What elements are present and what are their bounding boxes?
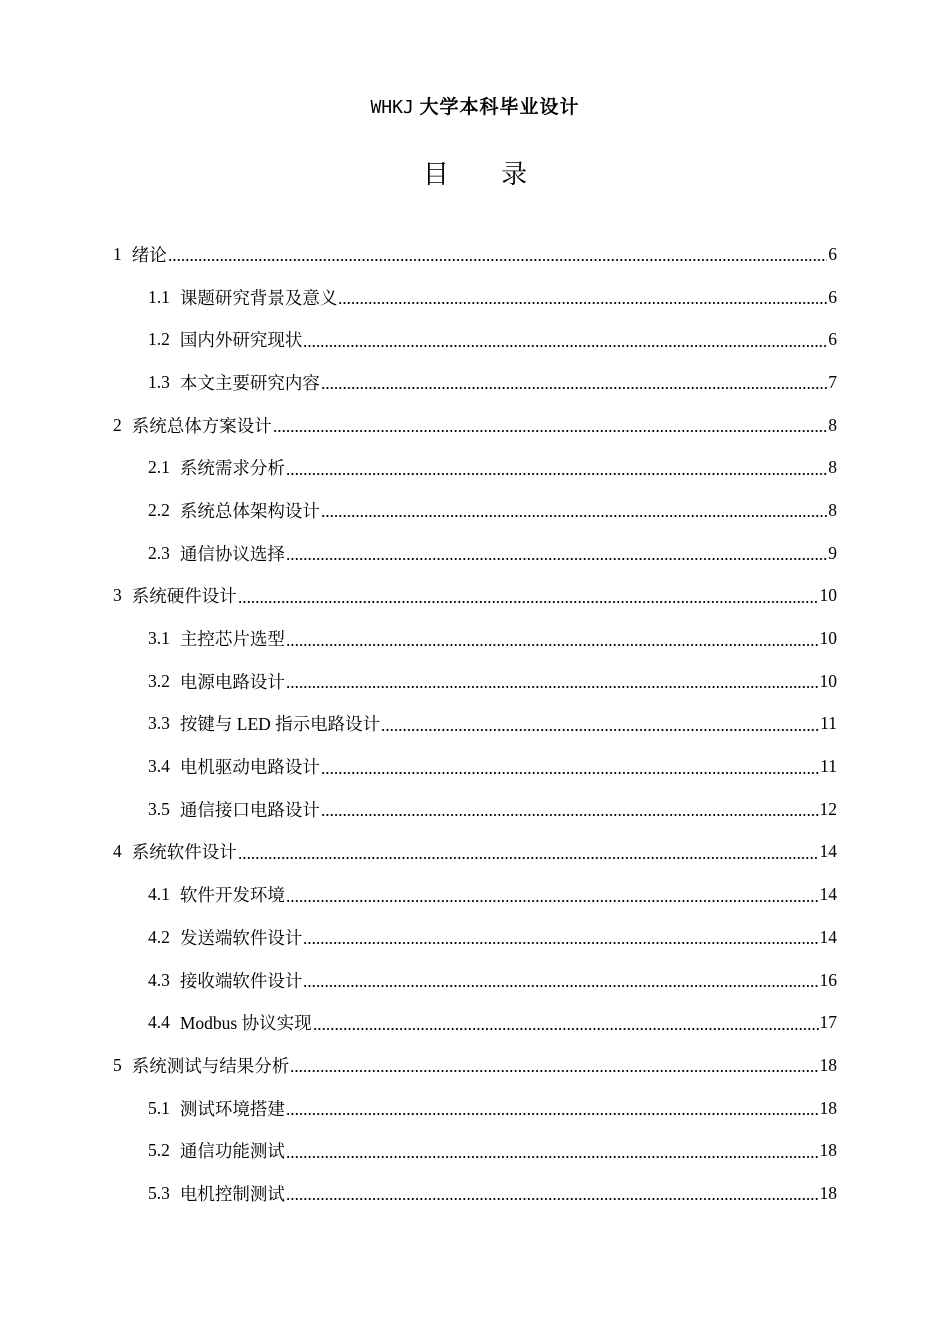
toc-entry-number: 3.1 [148, 628, 170, 649]
toc-section-entry[interactable] [0, 788, 837, 831]
toc-entry-number: 2.2 [148, 499, 170, 520]
toc-entry-number: 4.1 [148, 884, 170, 905]
toc-entry-number: 4 [113, 841, 122, 862]
toc-entry-number: 5.3 [148, 1182, 170, 1203]
toc-section-entry[interactable] [0, 532, 837, 575]
toc-entry-page-number: 18 [819, 1182, 837, 1203]
toc-section-entry[interactable] [0, 446, 837, 489]
toc-section-entry[interactable] [0, 959, 837, 1002]
toc-entry-title: 绪论 [131, 244, 167, 265]
toc-entry-title: 电机控制测试 [179, 1183, 285, 1204]
toc-entry-title: 国内外研究现状 [179, 330, 303, 351]
dot-leader [286, 1100, 819, 1116]
toc-entry-number: 2.1 [148, 457, 170, 478]
toc-entry-title: 发送端软件设计 [179, 927, 303, 948]
dot-leader [286, 460, 827, 476]
table-of-contents [0, 233, 950, 1215]
toc-entry-page-number: 18 [819, 1097, 837, 1118]
dot-leader [321, 801, 819, 817]
toc-entry-title: 系统总体架构设计 [179, 500, 320, 521]
toc-entry-page-number: 10 [819, 585, 837, 606]
toc-entry-page-number: 18 [819, 1054, 837, 1075]
toc-entry-title: 通信协议选择 [179, 543, 285, 564]
toc-section-entry[interactable] [0, 361, 837, 404]
toc-entry-title: Modbus 协议实现 [179, 1013, 312, 1034]
toc-section-entry[interactable] [0, 660, 837, 703]
toc-chapter-entry[interactable] [0, 233, 837, 276]
dot-leader [286, 673, 819, 689]
toc-entry-page-number: 9 [828, 542, 837, 563]
toc-chapter-entry[interactable] [0, 404, 837, 447]
toc-entry-title: 本文主要研究内容 [179, 372, 320, 393]
running-header [0, 94, 950, 121]
toc-entry-number: 1.1 [148, 286, 170, 307]
toc-chapter-entry[interactable] [0, 1044, 837, 1087]
toc-entry-number: 2.3 [148, 542, 170, 563]
toc-section-entry[interactable] [0, 318, 837, 361]
toc-entry-page-number: 6 [828, 243, 837, 264]
toc-entry-title: 系统测试与结果分析 [131, 1055, 290, 1076]
toc-entry-number: 1.2 [148, 329, 170, 350]
toc-entry-number: 2 [113, 414, 122, 435]
toc-entry-number: 4.4 [148, 1012, 170, 1033]
dot-leader [303, 972, 818, 988]
toc-entry-title: 电机驱动电路设计 [179, 757, 320, 778]
toc-section-entry[interactable] [0, 1172, 837, 1215]
toc-chapter-entry[interactable] [0, 831, 837, 874]
toc-entry-page-number: 14 [819, 884, 837, 905]
toc-entry-number: 3.2 [148, 670, 170, 691]
toc-entry-number: 5 [113, 1054, 122, 1075]
dot-leader [238, 844, 819, 860]
dot-leader [290, 1057, 818, 1073]
toc-entry-title: 软件开发环境 [179, 885, 285, 906]
toc-entry-number: 3.4 [148, 756, 170, 777]
toc-entry-page-number: 18 [819, 1140, 837, 1161]
toc-entry-page-number: 12 [819, 798, 837, 819]
toc-entry-page-number: 11 [820, 713, 837, 734]
toc-section-entry[interactable] [0, 916, 837, 959]
toc-entry-title: 通信功能测试 [179, 1141, 285, 1162]
toc-entry-page-number: 11 [820, 756, 837, 777]
toc-section-entry[interactable] [0, 276, 837, 319]
toc-entry-title: 电源电路设计 [179, 671, 285, 692]
school-code: WHKJ [370, 97, 414, 118]
dot-leader [238, 588, 819, 604]
toc-entry-page-number: 10 [819, 628, 837, 649]
toc-entry-number: 4.2 [148, 926, 170, 947]
toc-entry-title: 系统需求分析 [179, 458, 285, 479]
toc-entry-page-number: 8 [828, 414, 837, 435]
dot-leader [381, 716, 819, 732]
toc-entry-page-number: 6 [828, 286, 837, 307]
toc-entry-number: 1 [113, 243, 122, 264]
dot-leader [286, 1185, 819, 1201]
toc-section-entry[interactable] [0, 745, 837, 788]
dot-leader [286, 1143, 819, 1159]
toc-entry-page-number: 10 [819, 670, 837, 691]
dot-leader [286, 631, 819, 647]
toc-entry-number: 4.3 [148, 969, 170, 990]
school-title: 大学本科毕业设计 [419, 96, 580, 118]
dot-leader [321, 759, 819, 775]
dot-leader [321, 502, 827, 518]
toc-entry-page-number: 6 [828, 329, 837, 350]
toc-entry-number: 5.2 [148, 1140, 170, 1161]
toc-entry-number: 3.5 [148, 798, 170, 819]
dot-leader [313, 1015, 819, 1031]
toc-entry-title: 课题研究背景及意义 [179, 287, 338, 308]
dot-leader [286, 545, 827, 561]
toc-entry-page-number: 8 [828, 499, 837, 520]
toc-entry-title: 系统总体方案设计 [131, 415, 272, 436]
toc-section-entry[interactable] [0, 703, 837, 746]
dot-leader [303, 332, 827, 348]
toc-section-entry[interactable] [0, 489, 837, 532]
toc-entry-page-number: 8 [828, 457, 837, 478]
toc-section-entry[interactable] [0, 1001, 837, 1044]
toc-entry-title: 按键与 LED 指示电路设计 [179, 714, 381, 735]
toc-entry-page-number: 14 [819, 926, 837, 947]
toc-entry-page-number: 16 [819, 969, 837, 990]
toc-entry-page-number: 17 [819, 1012, 837, 1033]
toc-section-entry[interactable] [0, 1129, 837, 1172]
toc-entry-page-number: 7 [828, 371, 837, 392]
toc-entry-title: 测试环境搭建 [179, 1098, 285, 1119]
toc-entry-number: 3 [113, 585, 122, 606]
toc-title: 目 录 [422, 160, 550, 190]
dot-leader [273, 417, 828, 433]
toc-entry-title: 主控芯片选型 [179, 629, 285, 650]
dot-leader [303, 929, 818, 945]
dot-leader [338, 289, 827, 305]
toc-section-entry[interactable] [0, 873, 837, 916]
toc-chapter-entry[interactable] [0, 575, 837, 618]
toc-entry-title: 接收端软件设计 [179, 970, 303, 991]
toc-entry-number: 3.3 [148, 713, 170, 734]
dot-leader [168, 246, 828, 262]
toc-entry-page-number: 14 [819, 841, 837, 862]
toc-entry-number: 1.3 [148, 371, 170, 392]
toc-entry-title: 系统硬件设计 [131, 586, 237, 607]
dot-leader [286, 887, 819, 903]
toc-entry-number: 5.1 [148, 1097, 170, 1118]
toc-section-entry[interactable] [0, 1087, 837, 1130]
toc-entry-title: 通信接口电路设计 [179, 799, 320, 820]
dot-leader [321, 374, 827, 390]
toc-section-entry[interactable] [0, 617, 837, 660]
toc-entry-title: 系统软件设计 [131, 842, 237, 863]
